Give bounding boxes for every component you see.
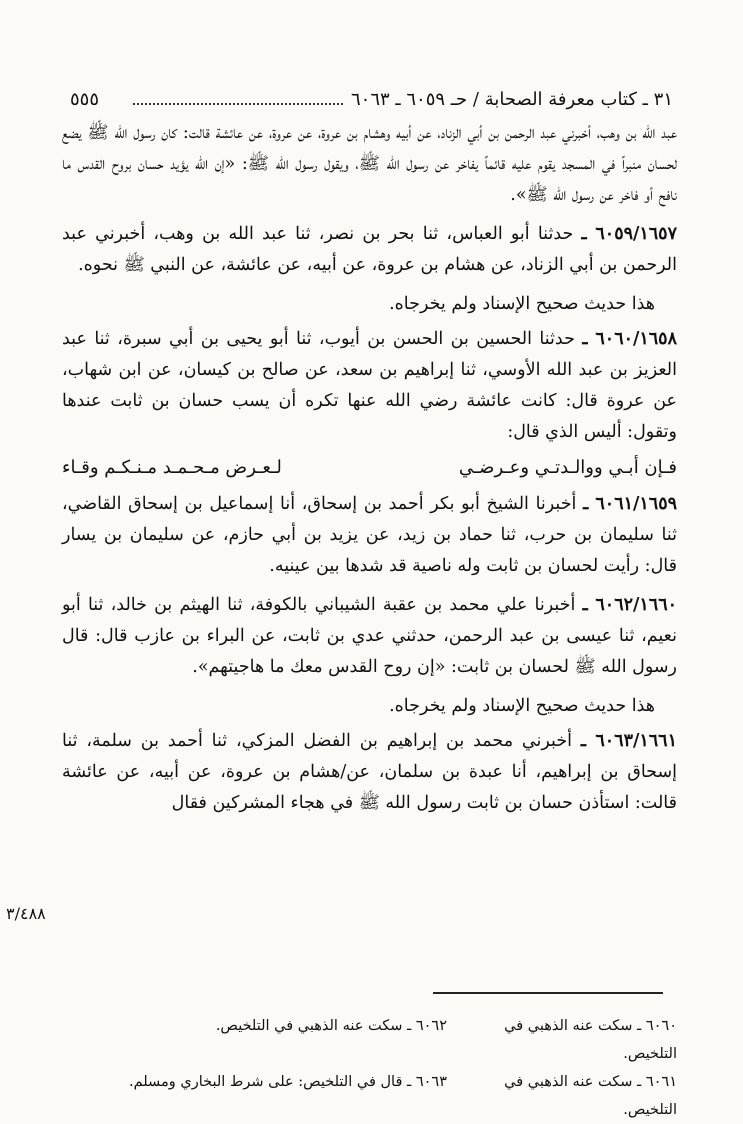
hadith-number: ٦٠٦٠/١٦٥٨ ـ xyxy=(582,329,677,349)
hadith-number: ٦٠٦٢/١٦٦٠ ـ xyxy=(582,595,677,615)
hadith-paragraph xyxy=(62,489,677,582)
paragraph-text: حدثنا الحسين بن الحسن بن أيوب، ثنا أبو يحيى بن أبي سبرة، ثنا عبد العزيز بن عبد الله الأوسي، ثنا إبراهيم بن سعد، عن صالح بن كيسان، عن ابن شهاب، عن عروة قال: كانت عائشة رضي الله عنها تكره أن يسب حسان بن ثابت عندها وتقول: أليس الذي قال: xyxy=(62,329,677,442)
footnote: ٦٠٦٠ ـ سكت عنه الذهبي في التلخيص. xyxy=(504,1018,677,1062)
verse-second-hemistich: لـعـرض مـحـمـد مـنـكـم وقـاء xyxy=(62,457,282,478)
hadith-paragraph xyxy=(62,118,677,211)
footnote-row xyxy=(62,1012,677,1068)
paragraph-text: حدثنا أبو العباس، ثنا بحر بن نصر، ثنا عبد الله بن وهب، أخبرني عبد الرحمن بن أبي الزناد، عن هشام بن عروة، عن أبيه، عن عائشة، عن النبي ﷺ نحوه. xyxy=(62,224,677,275)
hadith-paragraph xyxy=(62,324,677,448)
footnote: ٦٠٦٣ ـ قال في التلخيص: على شرط البخاري ومسلم. xyxy=(129,1074,447,1090)
paragraph-text: هذا حديث صحيح الإسناد ولم يخرجاه. xyxy=(389,294,655,314)
footnote: ٦٠٦١ ـ سكت عنه الذهبي في التلخيص. xyxy=(504,1074,677,1118)
hadith-number: ٦٠٥٩/١٦٥٧ ـ xyxy=(581,224,677,244)
page-number: ٥٥٥ xyxy=(70,88,100,110)
paragraph-text: أخبرني محمد بن إبراهيم بن الفضل المزكي، ثنا أحمد بن سلمة، ثنا إسحاق بن إبراهيم، أنا عبدة بن سلمان، عن/هشام بن عروة، عن أبيه، عن عائشة قالت: استأذن حسان بن ثابت رسول الله ﷺ في هجاء المشركين فقال xyxy=(62,731,677,813)
paragraph-text: عبد الله بن وهب، أخبرني عبد الرحمن بن أبي الزناد، عن أبيه وهشام بن عروة، عن عروة، عن عائشة قالت: كان رسول الله ﷺ يضع لحسان منبراً في المسجد يقوم عليه قائماً يفاخر عن رسول الله ﷺ، ويقول رسول الله ﷺ: «إن الله يؤيد حسان بروح القدس ما نافح أو فاخر عن رسول الله ﷺ». xyxy=(62,123,677,205)
grading-note xyxy=(62,289,677,320)
verse-first-hemistich: فـإن أبـي ووالـدتـي وعـرضـي xyxy=(458,457,677,478)
main-text xyxy=(62,118,677,827)
footnote-row xyxy=(62,1068,677,1124)
poetry-verse xyxy=(62,452,677,483)
hadith-number: ٦٠٦٣/١٦٦١ ـ xyxy=(580,731,677,751)
paragraph-text: أخبرنا الشيخ أبو بكر أحمد بن إسحاق، أنا إسماعيل بن إسحاق القاضي، ثنا سليمان بن حرب، ثنا حماد بن زيد، عن يزيد بن أبي حازم، عن سليمان بن يسار قال: رأيت لحسان بن ثابت وله ناصية قد شدها بين عينيه. xyxy=(62,494,677,576)
hadith-number: ٦٠٦١/١٦٥٩ ـ xyxy=(583,494,677,514)
footnote: ٦٠٦٢ ـ سكت عنه الذهبي في التلخيص. xyxy=(215,1018,447,1034)
running-title: ٣١ ـ كتاب معرفة الصحابة / حـ ٦٠٥٩ ـ ٦٠٦٣ xyxy=(351,88,673,110)
hadith-paragraph xyxy=(62,219,677,281)
paragraph-text: هذا حديث صحيح الإسناد ولم يخرجاه. xyxy=(389,696,655,716)
page-header xyxy=(70,84,673,114)
footnote-divider xyxy=(433,992,663,994)
hadith-paragraph xyxy=(62,726,677,819)
paragraph-text: أخبرنا علي محمد بن عقبة الشيباني بالكوفة، ثنا الهيثم بن خالد، ثنا أبو نعيم، ثنا عيسى بن عبد الرحمن، حدثني عدي بن ثابت، عن البراء بن عازب قال: قال رسول الله ﷺ لحسان بن ثابت: «إن روح القدس معك ما هاجيتهم». xyxy=(62,595,677,677)
header-dot-leader xyxy=(133,103,343,105)
margin-reference: ٣/٤٨٨ xyxy=(6,904,46,923)
hadith-paragraph xyxy=(62,590,677,683)
grading-note xyxy=(62,691,677,722)
footnotes xyxy=(62,1012,677,1124)
